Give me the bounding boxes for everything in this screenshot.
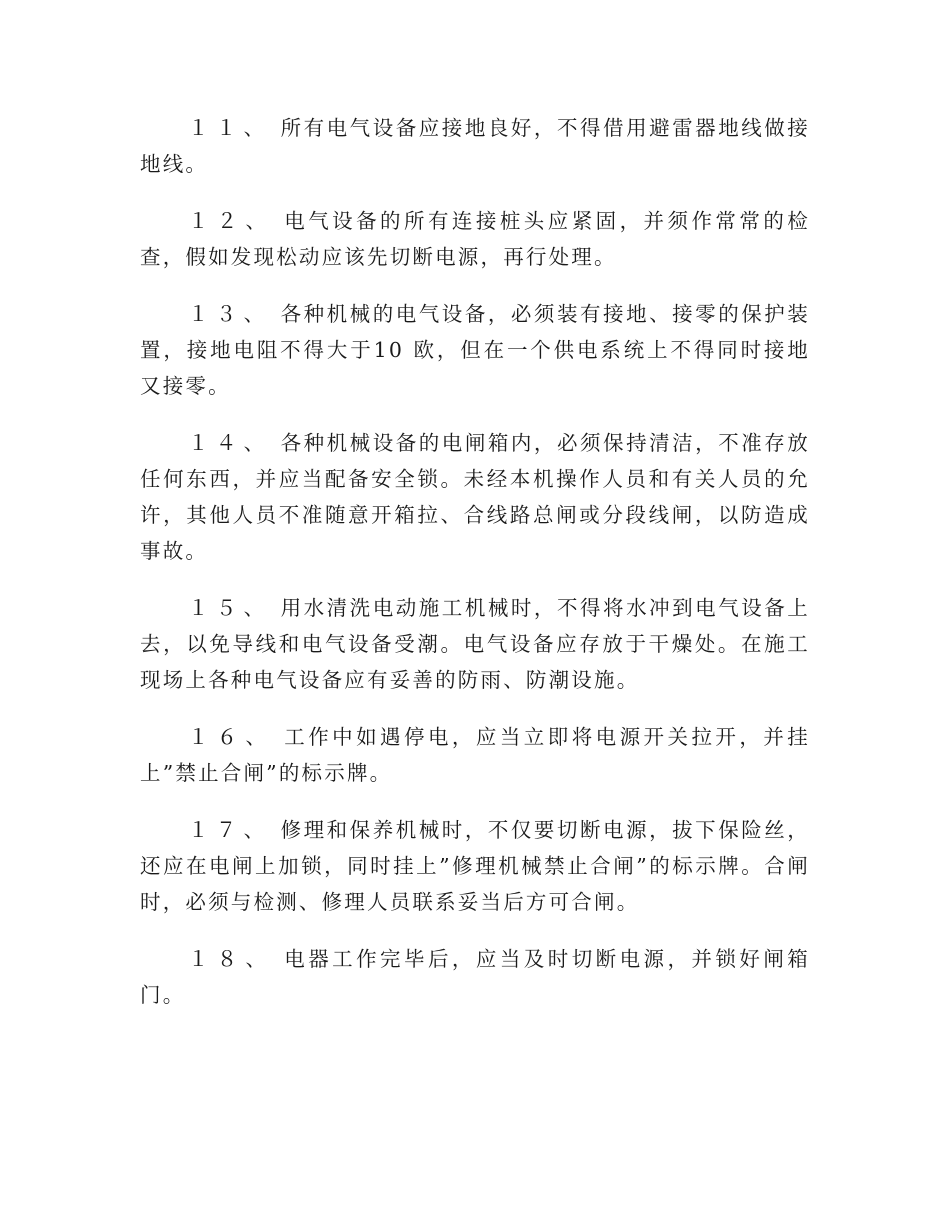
item-number: １５、 [188,596,272,620]
paragraph-14 [140,425,810,569]
paragraph-text: 用水清洗电动施工机械时，不得将水冲到电气设备上去，以免导线和电气设备受潮。电气设备应存放于干燥处。在施工现场上各种电气设备应有妥善的防雨、防潮设施。 [140,596,811,692]
item-number: １１、 [188,116,272,140]
paragraph-text: 修理和保养机械时，不仅要切断电源，拔下保险丝，还应在电闸上加锁，同时挂上”修理机械禁止合闸”的标示牌。合闸时，必须与检测、修理人员联系妥当后方可合闸。 [140,818,811,914]
item-number: １６、 [188,725,275,749]
paragraph-15 [140,590,810,698]
document-body [140,110,810,1034]
paragraph-13 [140,296,810,404]
item-number: １８、 [188,947,275,971]
paragraph-text: 各种机械的电气设备，必须装有接地、接零的保护装置，接地电阻不得大于10 欧，但在一个供电系统上不得同时接地又接零。 [140,302,811,398]
item-number: １２、 [188,209,275,233]
paragraph-text: 工作中如遇停电，应当立即将电源开关拉开，并挂上”禁止合闸”的标示牌。 [140,725,810,785]
paragraph-11 [140,110,810,182]
item-number: １４、 [188,431,272,455]
paragraph-text: 电器工作完毕后，应当及时切断电源，并锁好闸箱门。 [140,947,810,1007]
item-number: １３、 [188,302,272,326]
paragraph-18 [140,941,810,1013]
paragraph-12 [140,203,810,275]
paragraph-16 [140,719,810,791]
item-number: １７、 [188,818,272,842]
paragraph-17 [140,812,810,920]
paragraph-text: 所有电气设备应接地良好，不得借用避雷器地线做接地线。 [140,116,811,176]
paragraph-text: 各种机械设备的电闸箱内，必须保持清洁，不准存放任何东西，并应当配备安全锁。未经本机操作人员和有关人员的允许，其他人员不准随意开箱拉、合线路总闸或分段线闸，以防造成事故。 [140,431,811,563]
paragraph-text: 电气设备的所有连接桩头应紧固，并须作常常的检查，假如发现松动应该先切断电源，再行处理。 [140,209,810,269]
